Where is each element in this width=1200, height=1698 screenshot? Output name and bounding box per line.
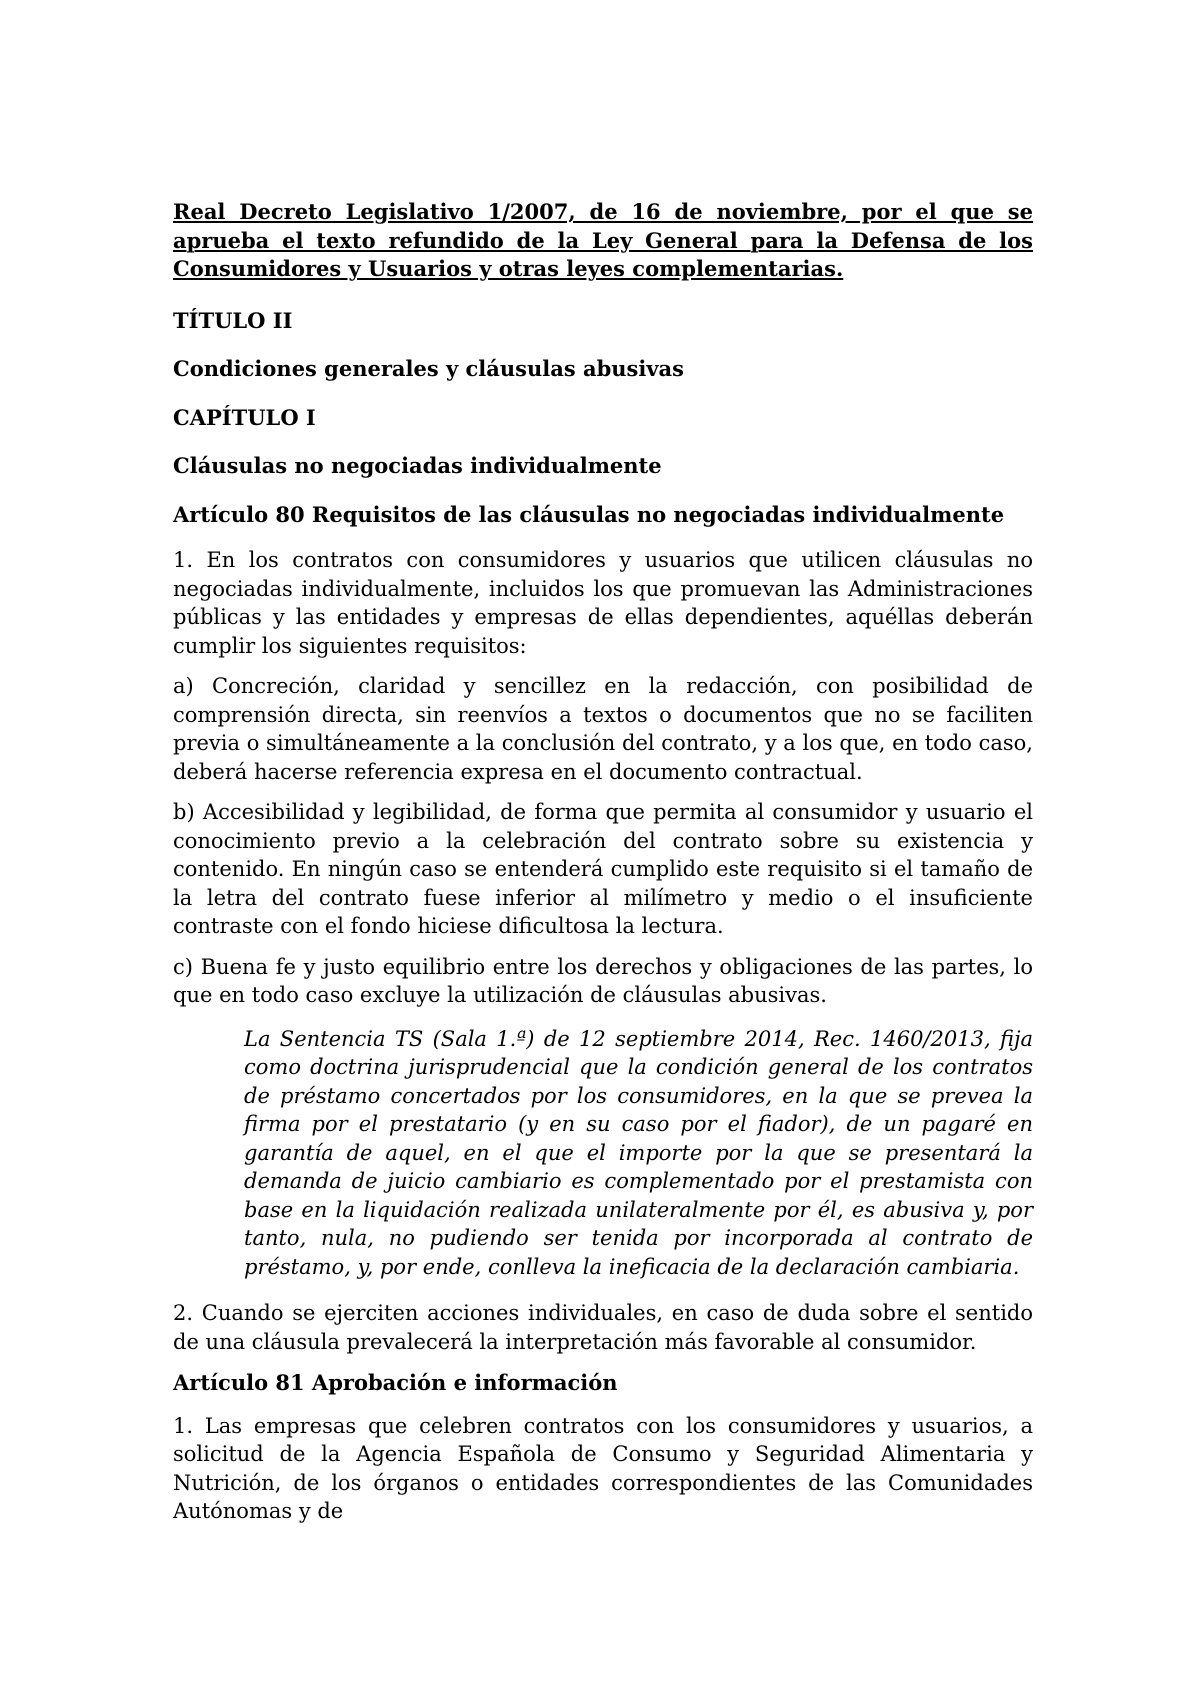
article-80-paragraph-2: 2. Cuando se ejerciten acciones individuales, en caso de duda sobre el sentido de una cláusula prevalecerá la interpretación más favorable al consumidor.	[173, 1301, 1033, 1354]
titulo-heading: TÍTULO II	[173, 307, 293, 333]
article-80-heading: Artículo 80 Requisitos de las cláusulas no negociadas individualmente	[173, 501, 1005, 527]
article-81-paragraph-1: 1. Las empresas que celebren contratos con los consumidores y usuarios, a solicitud de la Agencia Española de Consumo y Seguridad Alimentaria y Nutrición, de los órganos o entidades correspondientes de las Comunidades Autónomas y de	[173, 1413, 1033, 1523]
article-80-item-a: a) Concreción, claridad y sencillez en la redacción, con posibilidad de comprensión directa, sin reenvíos a textos o documentos que no se faciliten previa o simultáneamente a la conclusión del contrato, y a los que, en todo caso, deberá hacerse referencia expresa en el documento contractual.	[173, 674, 1033, 784]
document-page	[173, 198, 1033, 1538]
article-80-paragraph-1: 1. En los contratos con consumidores y usuarios que utilicen cláusulas no negociadas individualmente, incluidos los que promuevan las Administraciones públicas y las entidades y empresas de ellas dependientes, aquéllas deberán cumplir los siguientes requisitos:	[173, 548, 1033, 658]
document-title: Real Decreto Legislativo 1/2007, de 16 de noviembre, por el que se aprueba el texto refundido de la Ley General para la Defensa de los Consumidores y Usuarios y otras leyes complementarias.	[173, 199, 1033, 281]
article-80-item-c: c) Buena fe y justo equilibrio entre los derechos y obligaciones de las partes, lo que en todo caso excluye la utilización de cláusulas abusivas.	[173, 954, 1033, 1007]
capitulo-heading: CAPÍTULO I	[173, 404, 316, 430]
article-81-heading: Artículo 81 Aprobación e información	[173, 1370, 618, 1395]
article-80-item-b: b) Accesibilidad y legibilidad, de forma que permita al consumidor y usuario el conocimiento previo a la celebración del contrato sobre su existencia y contenido. En ningún caso se entenderá cumplido este requisito si el tamaño de la letra del contrato fuese inferior al milímetro y medio o el insuficiente contraste con el fondo hiciese dificultosa la lectura.	[173, 800, 1033, 938]
jurisprudence-note: La Sentencia TS (Sala 1.ª) de 12 septiembre 2014, Rec. 1460/2013, fija como doctrina jurisprudencial que la condición general de los contratos de préstamo concertados por los consumidores, en la que se prevea la firma por el prestatario (y en su caso por el fiador), de un pagaré en garantía de aquel, en el que el importe por la que se presentará la demanda de juicio cambiario es complementado por el prestamista con base en la liquidación realizada unilateralmente por él, es abusiva y, por tanto, nula, no pudiendo ser tenida por incorporada al contrato de préstamo, y, por ende, conlleva la ineficacia de la declaración cambiaria.	[244, 1026, 1033, 1279]
titulo-name: Condiciones generales y cláusulas abusivas	[173, 356, 684, 381]
capitulo-name: Cláusulas no negociadas individualmente	[173, 453, 662, 478]
